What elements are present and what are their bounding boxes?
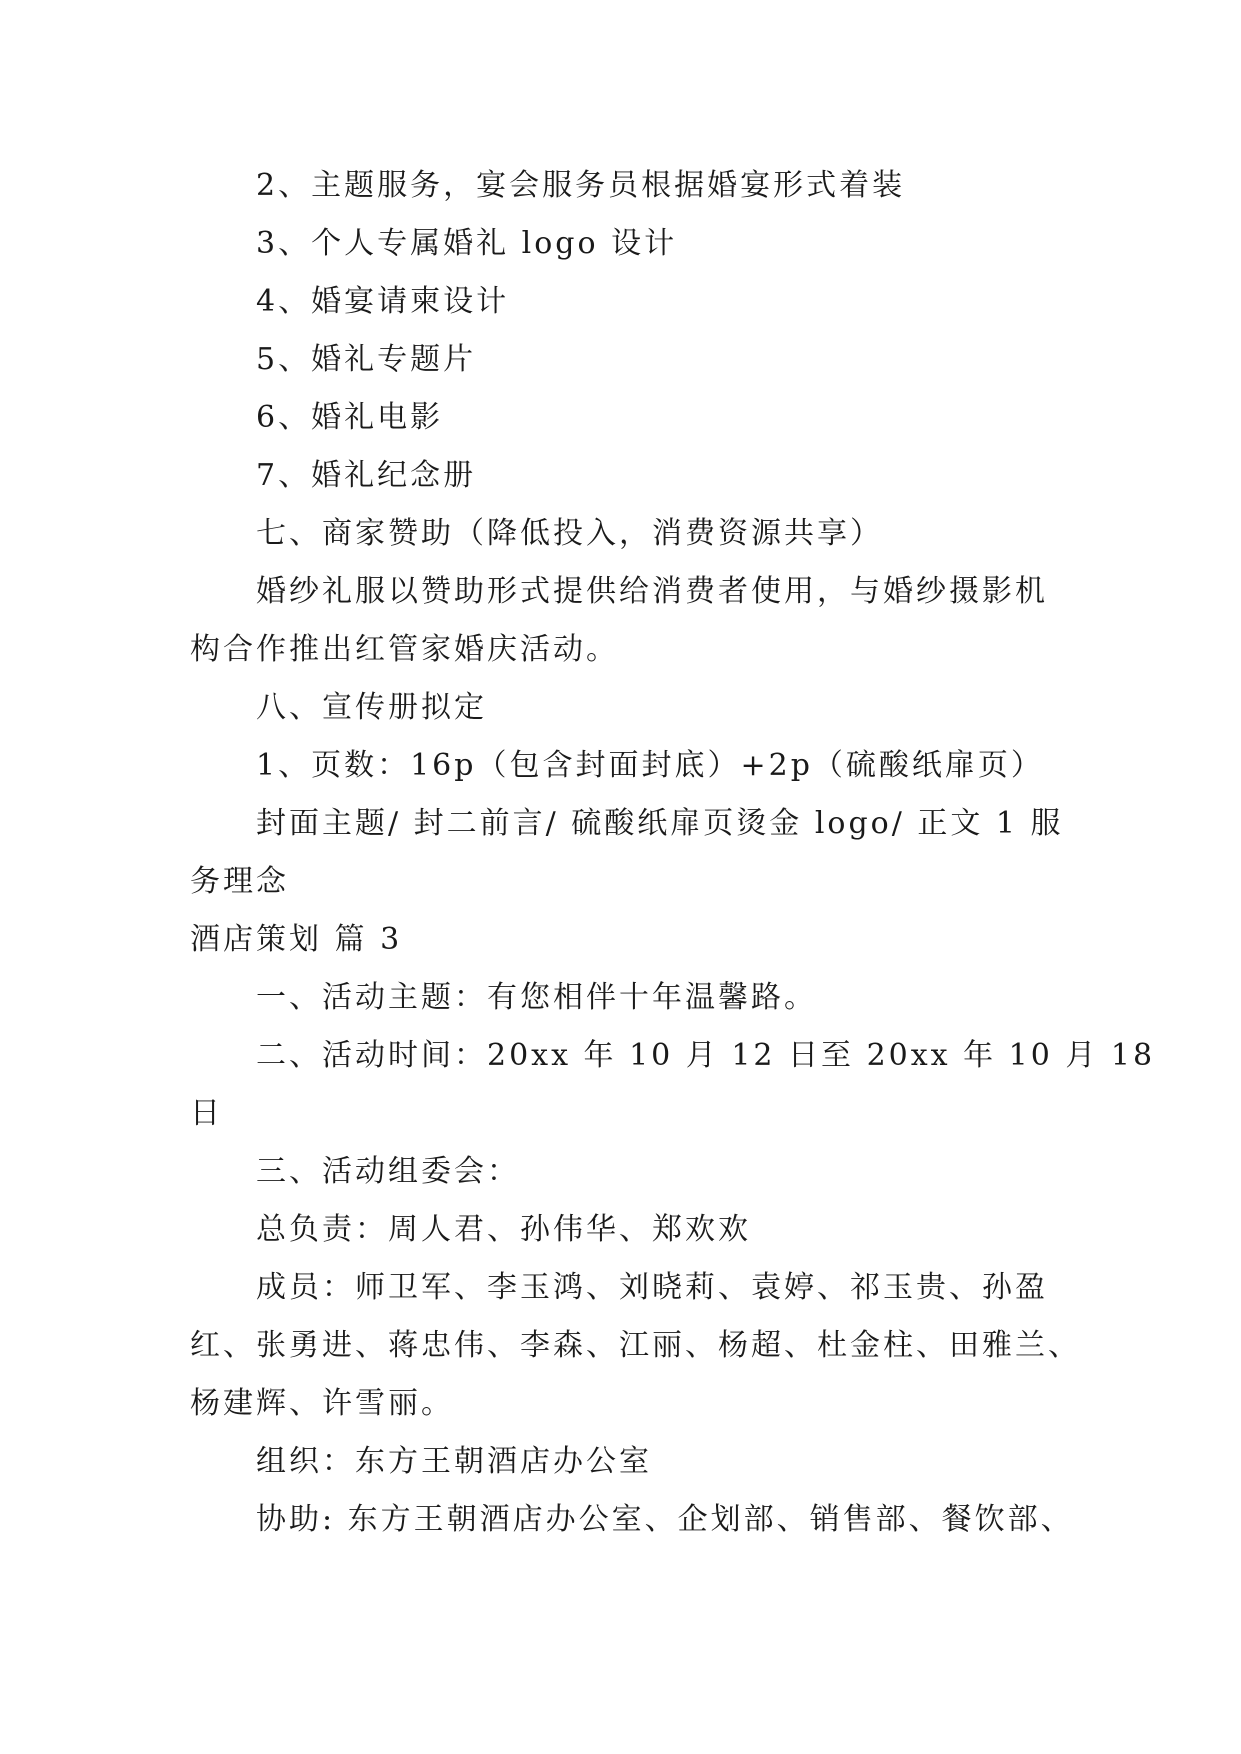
- section-heading-brochure: 八、宣传册拟定: [256, 690, 487, 725]
- list-item-page-count: 1、页数：16p（包含封面封底）+2p（硫酸纸扉页）: [256, 748, 1044, 783]
- list-item-invitation-design: 4、婚宴请柬设计: [256, 284, 510, 319]
- list-item-theme-service: 2、主题服务，宴会服务员根据婚宴形式着装: [256, 168, 906, 203]
- paragraph-brochure-line-1: 封面主题/ 封二前言/ 硫酸纸扉页烫金 logo/ 正文 1 服: [256, 806, 1064, 841]
- committee-members-line-1: 成员：师卫军、李玉鸿、刘晓莉、袁婷、祁玉贵、孙盈: [256, 1270, 1048, 1305]
- committee-leaders: 总负责：周人君、孙伟华、郑欢欢: [256, 1212, 751, 1247]
- paragraph-sponsorship-line-1: 婚纱礼服以赞助形式提供给消费者使用，与婚纱摄影机: [256, 574, 1048, 609]
- committee-organizer: 组织：东方王朝酒店办公室: [256, 1444, 652, 1479]
- committee-assistants: 协助: 东方王朝酒店办公室、企划部、销售部、餐饮部、: [256, 1502, 1074, 1537]
- committee-members-line-2: 红、张勇进、蒋忠伟、李森、江丽、杨超、杜金柱、田雅兰、: [190, 1328, 1081, 1363]
- section-heading-committee: 三、活动组委会：: [256, 1154, 520, 1189]
- section-activity-time-line-1: 二、活动时间：20xx 年 10 月 12 日至 20xx 年 10 月 18: [256, 1038, 1156, 1073]
- section-activity-time-line-2: 日: [190, 1096, 223, 1131]
- section-heading-sponsorship: 七、商家赞助（降低投入，消费资源共享）: [256, 516, 883, 551]
- list-item-feature-film: 5、婚礼专题片: [256, 342, 477, 377]
- paragraph-sponsorship-line-2: 构合作推出红管家婚庆活动。: [190, 632, 619, 667]
- section-activity-theme: 一、活动主题：有您相伴十年温馨路。: [256, 980, 817, 1015]
- paragraph-brochure-line-2: 务理念: [190, 864, 289, 899]
- list-item-wedding-movie: 6、婚礼电影: [256, 400, 444, 435]
- list-item-logo-design: 3、个人专属婚礼 logo 设计: [256, 226, 678, 261]
- committee-members-line-3: 杨建辉、许雪丽。: [190, 1386, 454, 1421]
- article-title: 酒店策划 篇 3: [190, 922, 403, 957]
- list-item-memorial-album: 7、婚礼纪念册: [256, 458, 477, 493]
